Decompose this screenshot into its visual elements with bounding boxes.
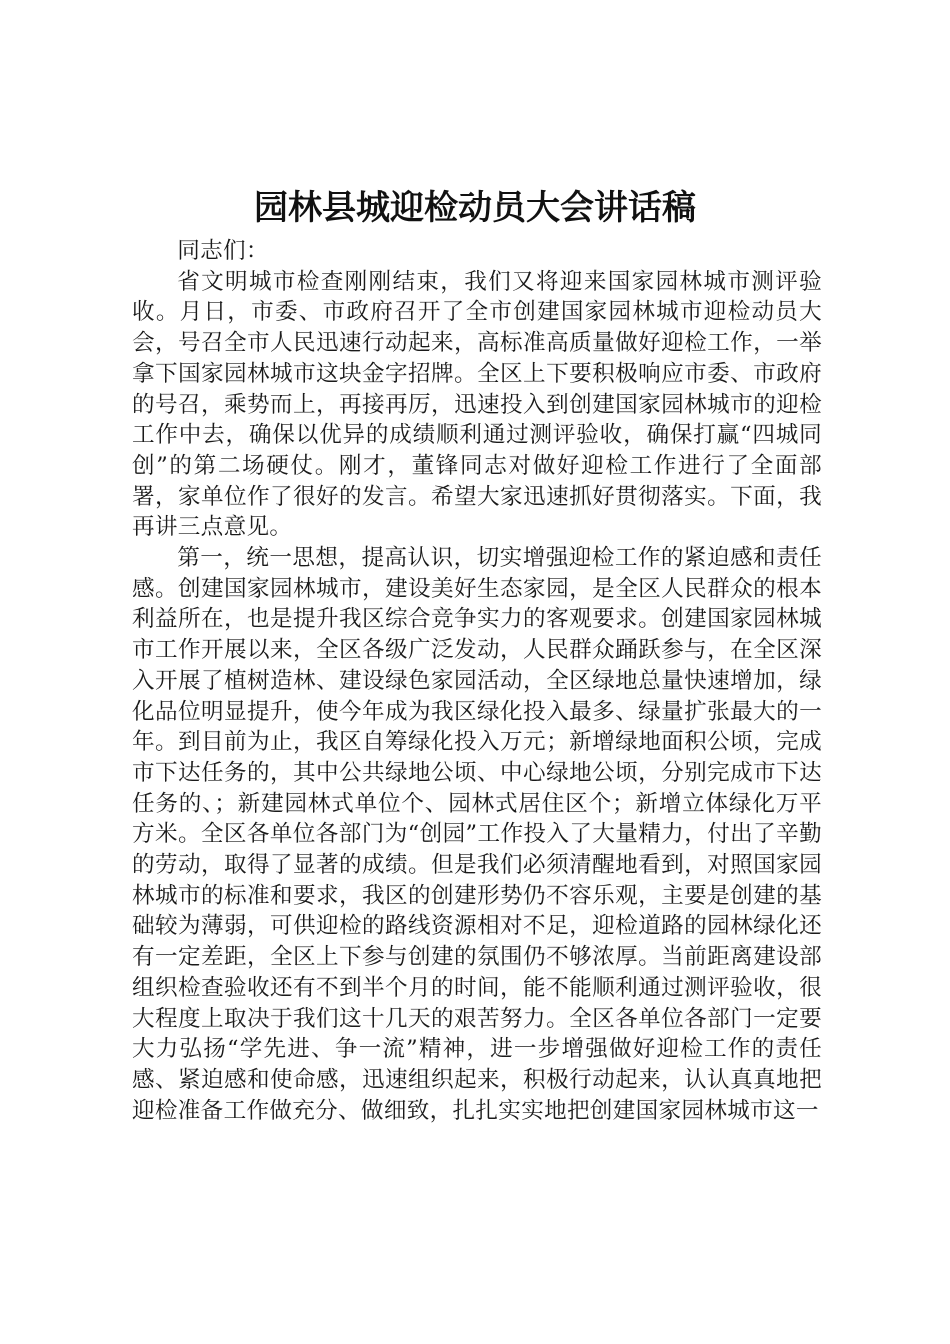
intro-paragraph: 省文明城市检查刚刚结束，我们又将迎来国家园林城市测评验收。月日，市委、市政府召开了全市创建国家园林城市迎检动员大会，号召全市人民迅速行动起来，高标准高质量做好迎检工作，一举拿下国家园林城市这块金字招牌。全区上下要积极响应市委、市政府的号召，乘势而上，再接再厉，迅速投入到创建国家园林城市的迎检工作中去，确保以优异的成绩顺利通过测评验收，确保打赢“四城同创”的第二场硬仗。刚才，董锋同志对做好迎检工作进行了全面部署，家单位作了很好的发言。希望大家迅速抓好贯彻落实。下面，我再讲三点意见。 [132,268,822,541]
document-body [132,236,822,1126]
salutation-paragraph: 同志们： [177,238,269,264]
point-one-paragraph: 第一，统一思想，提高认识，切实增强迎检工作的紧迫感和责任感。创建国家园林城市，建设美好生态家园，是全区人民群众的根本利益所在，也是提升我区综合竞争实力的客观要求。创建国家园林城市工作开展以来，全区各级广泛发动，人民群众踊跃参与，在全区深入开展了植树造林、建设绿色家园活动，全区绿地总量快速增加，绿化品位明显提升，使今年成为我区绿化投入最多、绿量扩张最大的一年。到目前为止，我区自筹绿化投入万元；新增绿地面积公顷，完成市下达任务的，其中公共绿地公顷、中心绿地公顷，分别完成市下达任务的、；新建园林式单位个、园林式居住区个；新增立体绿化万平方米。全区各单位各部门为“创园”工作投入了大量精力，付出了辛勤的劳动，取得了显著的成绩。但是我们必须清醒地看到，对照国家园林城市的标准和要求，我区的创建形势仍不容乐观，主要是创建的基础较为薄弱，可供迎检的路线资源相对不足，迎检道路的园林绿化还有一定差距，全区上下参与创建的氛围仍不够浓厚。当前距离建设部组织检查验收还有不到半个月的时间，能不能顺利通过测评验收，很大程度上取决于我们这十几天的艰苦努力。全区各单位各部门一定要大力弘扬“学先进、争一流”精神，进一步增强做好迎检工作的责任感、紧迫感和使命感，迅速组织起来，积极行动起来，认认真真地把迎检准备工作做充分、做细致，扎扎实实地把创建国家园林城市这一 [132,545,822,1124]
document-title: 园林县城迎检动员大会讲话稿 [254,188,696,228]
